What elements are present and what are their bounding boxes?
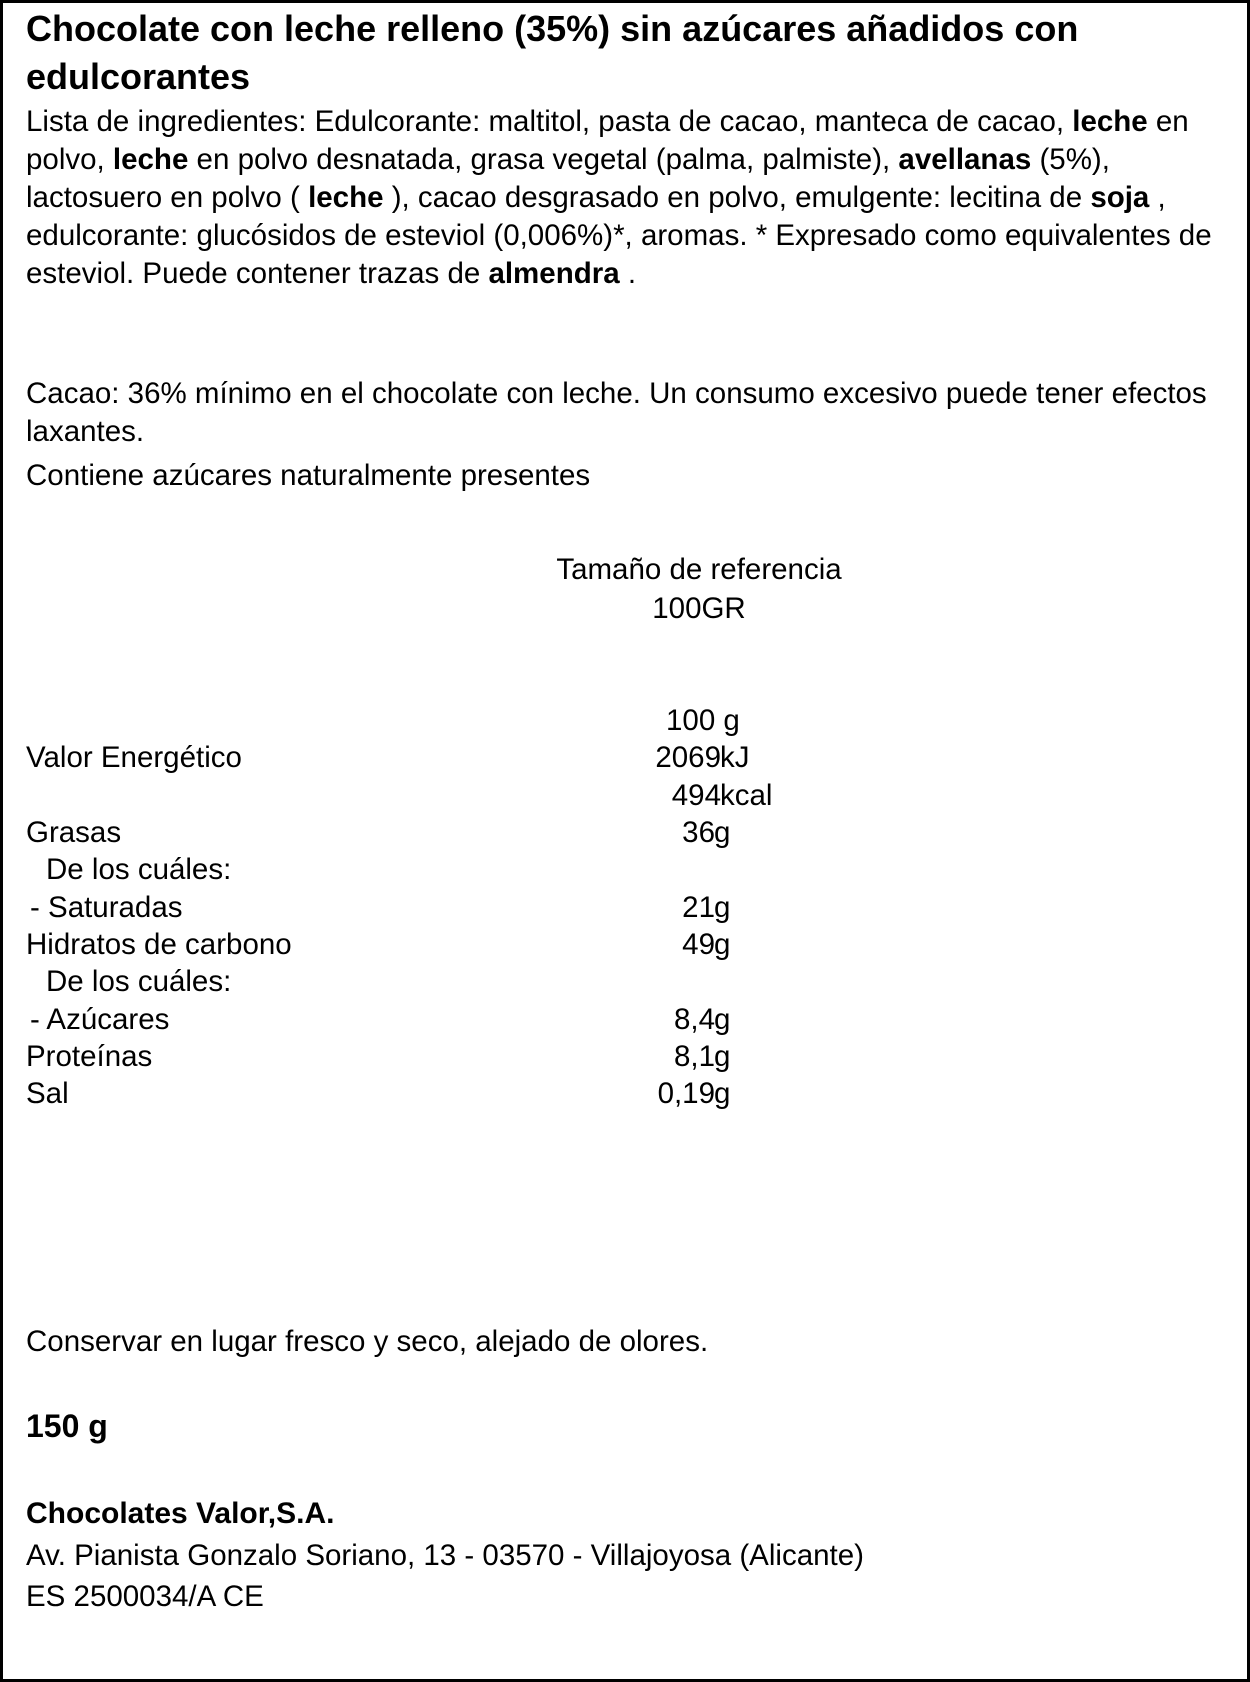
ingredients-text: . — [619, 257, 637, 290]
protein-value: 8,1 — [673, 1040, 715, 1073]
ingredients-text: ), cacao desgrasado en polvo, emulgente: lecitina de — [383, 181, 1091, 214]
carbs-value: 49 — [682, 928, 715, 961]
product-title: Chocolate con leche relleno (35%) sin azúcares añadidos con edulcorantes — [26, 8, 1079, 97]
allergen-soja: soja — [1090, 181, 1150, 214]
allergen-leche: leche — [1072, 105, 1148, 138]
allergen-avellanas: avellanas — [898, 143, 1032, 176]
energy-kcal-value: 494 — [671, 779, 721, 812]
allergen-leche: leche — [112, 143, 189, 176]
saturated-unit: g — [714, 891, 731, 924]
ingredients-text: , edulcorante: glucósidos de esteviol (0,006%)*, aromas. * Expresado como equivalentes de esteviol. Puede contener trazas de — [26, 181, 1212, 290]
sugars-value: 8,4 — [673, 1003, 715, 1036]
energy-kj-unit: kJ — [720, 741, 750, 774]
net-weight: 150 g — [26, 1408, 108, 1444]
protein-label: Proteínas — [26, 1040, 153, 1073]
saturated-label: - Saturadas — [30, 891, 183, 924]
carbs-of-which-label: De los cuáles: — [46, 965, 232, 998]
fat-label: Grasas — [26, 816, 122, 849]
salt-value: 0,19 — [657, 1077, 715, 1110]
energy-label: Valor Energético — [26, 741, 242, 774]
ingredients-text: (5%), lactosuero en polvo ( — [26, 143, 1110, 214]
carbs-label: Hidratos de carbono — [26, 928, 292, 961]
sugars-note: Contiene azúcares naturalmente presentes — [26, 459, 591, 492]
energy-kcal-unit: kcal — [720, 779, 773, 812]
allergen-leche: leche — [308, 181, 384, 214]
allergen-almendra: almendra — [488, 257, 620, 290]
fat-value: 36 — [682, 816, 715, 849]
reference-size-label: Tamaño de referencia — [556, 553, 842, 586]
fat-of-which-label: De los cuáles: — [46, 853, 232, 886]
sugars-label: - Azúcares — [30, 1003, 170, 1036]
cacao-note: Cacao: 36% mínimo en el chocolate con leche. Un consumo excesivo puede tener efectos laxantes. — [26, 377, 1207, 448]
reference-size-value: 100GR — [652, 592, 746, 625]
carbs-unit: g — [714, 928, 731, 961]
protein-unit: g — [714, 1040, 731, 1073]
sugars-unit: g — [714, 1003, 731, 1036]
company-name: Chocolates Valor,S.A. — [26, 1497, 335, 1530]
nutrition-column-header: 100 g — [666, 704, 740, 737]
ingredients-list — [26, 103, 1226, 293]
energy-kj-value: 2069 — [655, 741, 721, 774]
saturated-value: 21 — [682, 891, 715, 924]
ingredients-text: en polvo desnatada, grasa vegetal (palma, palmiste), — [188, 143, 899, 176]
storage-instructions: Conservar en lugar fresco y seco, alejado de olores. — [26, 1325, 709, 1358]
company-registry: ES 2500034/A CE — [26, 1580, 264, 1613]
ingredients-text: Lista de ingredientes: Edulcorante: maltitol, pasta de cacao, manteca de cacao, — [26, 105, 1073, 138]
salt-unit: g — [714, 1077, 731, 1110]
salt-label: Sal — [26, 1077, 69, 1110]
ingredients-text: en polvo, — [26, 105, 1189, 176]
company-address: Av. Pianista Gonzalo Soriano, 13 - 03570 - Villajoyosa (Alicante) — [26, 1539, 864, 1572]
fat-unit: g — [714, 816, 731, 849]
